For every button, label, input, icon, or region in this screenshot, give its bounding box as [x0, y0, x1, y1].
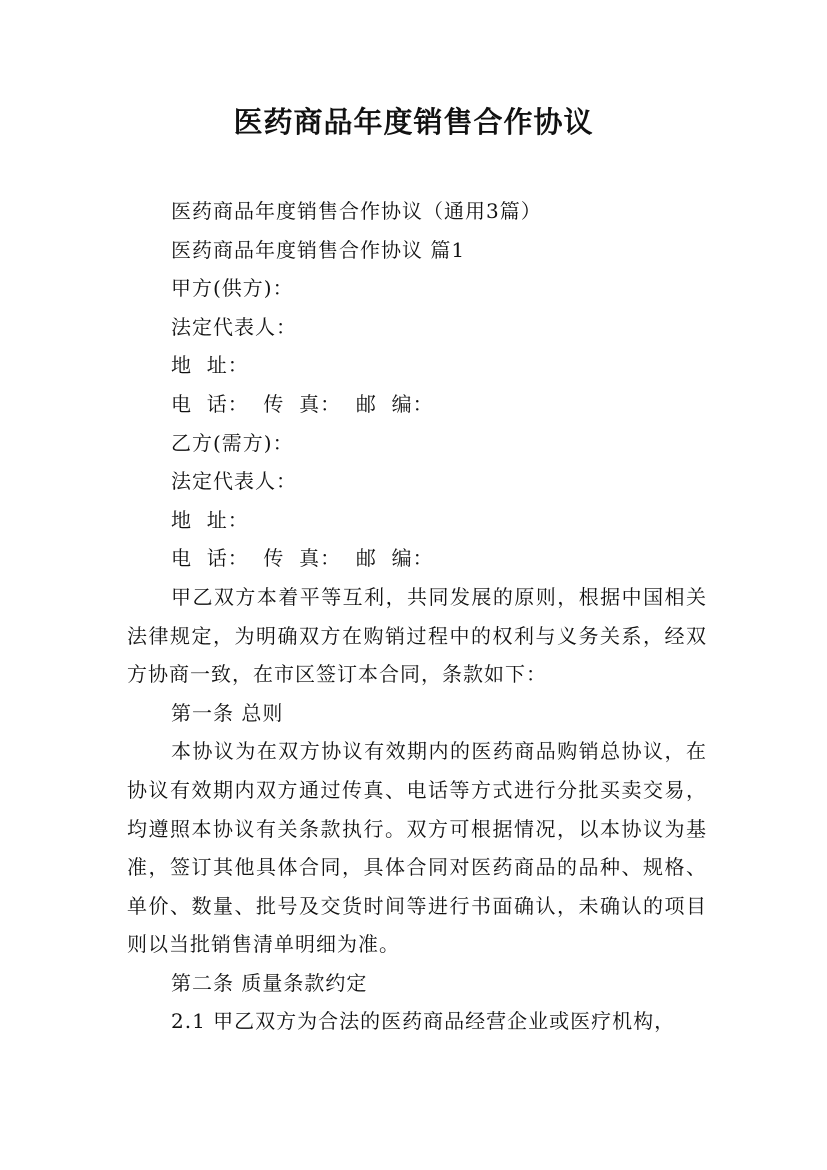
- section-heading: 医药商品年度销售合作协议 篇1: [171, 237, 466, 262]
- article-1-heading: 第一条 总则: [171, 700, 284, 725]
- article-1-paragraph: 本协议为在双方协议有效期内的医药商品购销总协议，在协议有效期内双方通过传真、电话等方式进行分批买卖交易，均遵照本协议有关条款执行。双方可根据情况，以本协议为基准，签订其他具体合同，具体合同对医药商品的品种、规格、单价、数量、批号及交货时间等进行书面确认，未确认的项目则以当批销售清单明细为准。: [127, 739, 707, 957]
- party-b-address: 地 址：: [171, 507, 249, 532]
- document-body: [127, 192, 707, 1041]
- party-a-label: 甲方(供方)：: [171, 276, 294, 301]
- party-a-contact: 电 话： 传 真： 邮 编：: [171, 391, 434, 416]
- party-b-contact: 电 话： 传 真： 邮 编：: [171, 546, 434, 571]
- party-b-label: 乙方(需方)：: [171, 430, 294, 455]
- article-2-paragraph: 2.1 甲乙双方为合法的医药商品经营企业或医疗机构，: [171, 1009, 676, 1034]
- subtitle-line: 医药商品年度销售合作协议（通用3篇）: [171, 199, 542, 223]
- article-2-heading: 第二条 质量条款约定: [171, 970, 368, 995]
- document-title: 医药商品年度销售合作协议: [233, 105, 594, 139]
- party-a-representative: 法定代表人：: [171, 314, 297, 339]
- preamble-paragraph: 甲乙双方本着平等互利，共同发展的原则，根据中国相关法律规定，为明确双方在购销过程中的权利与义务关系，经双方协商一致，在市区签订本合同，条款如下：: [127, 584, 707, 687]
- party-a-address: 地 址：: [171, 353, 249, 378]
- party-b-representative: 法定代表人：: [171, 469, 297, 494]
